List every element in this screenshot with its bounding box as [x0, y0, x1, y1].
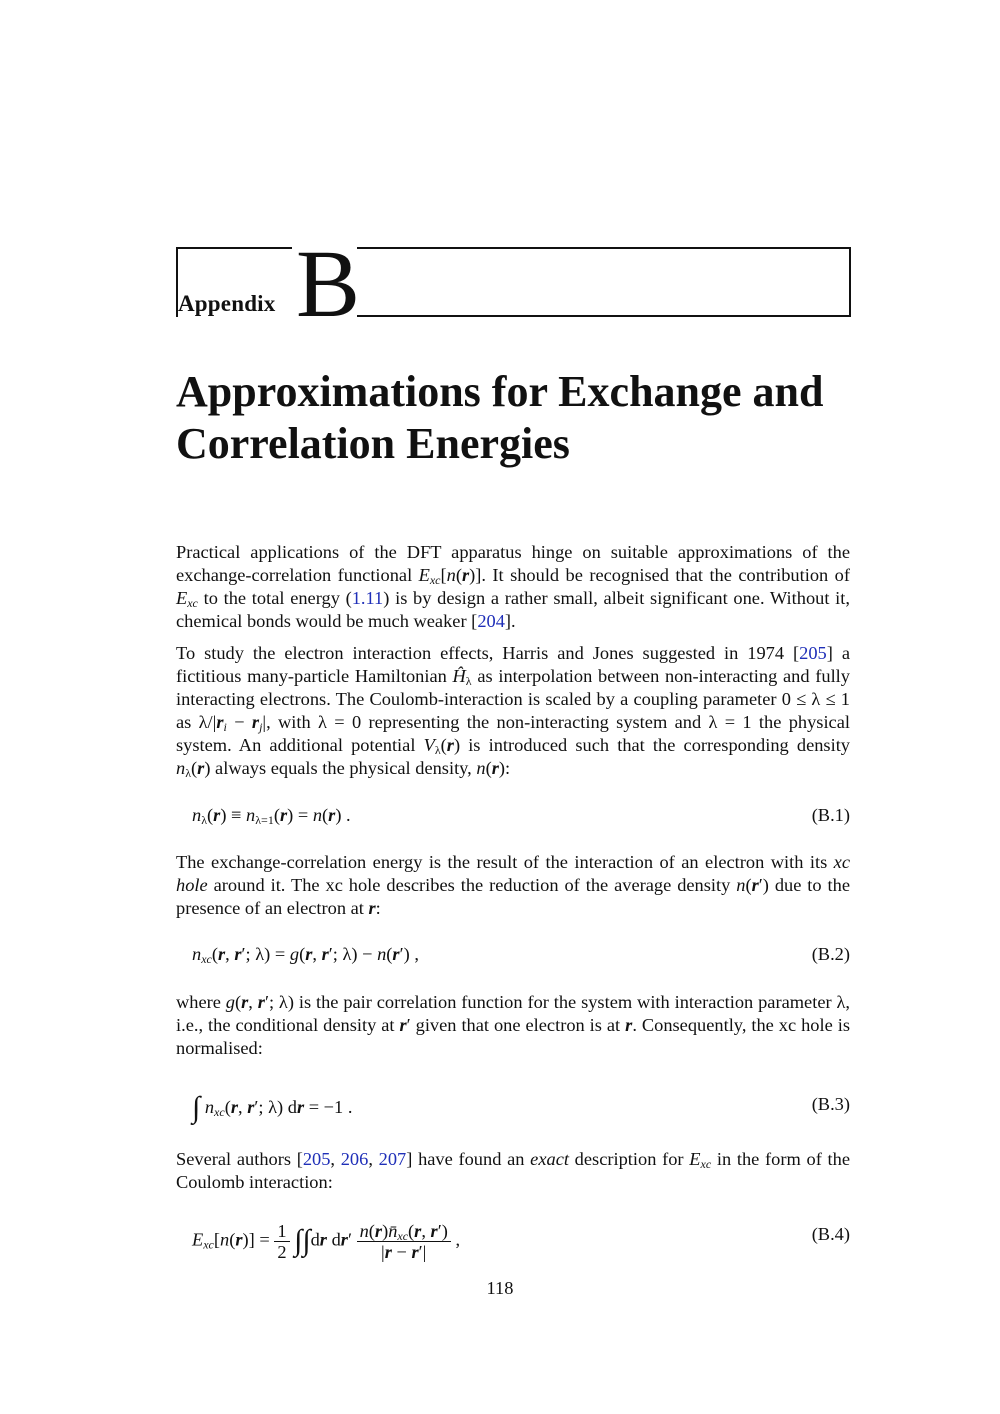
equation-b4: $E_{xc}[n(r)]$ = $\frac{1}{2}$ ∫∫dr dr′ $\frac{n(r)n̄_{xc}(r, r')}{|r - r'|}$ , (B.4) [192, 1221, 850, 1262]
equation-number: (B.1) [811, 805, 850, 825]
citation-link[interactable]: 206 [340, 1149, 369, 1169]
paragraph-pair-correlation: where g(r, r′; λ) is the pair correlation function for the system with interaction parameter λ, i.e., the conditional density at r′ given that one electron is at r. Consequently, the xc hole is normalised: [176, 992, 850, 1058]
appendix-letter: B [296, 230, 361, 337]
chapter-title-line1: Approximations for Exchange and [176, 367, 824, 416]
equation-b3: ∫ $n_{xc}(r$, r′; λ) dr = −1 . (B.3) [192, 1091, 850, 1124]
chapter-title [176, 366, 856, 470]
paragraph-intro: Practical applications of the DFT apparatus hinge on suitable approximations of the exchange-correlation functional $E_{xc}[n(r)]$. It should be recognised that the contribution of $E_{xc}$ to the total energy (1.11) is by design a rather small, albeit significant one. Without it, chemical bonds would be much weaker [204]. [176, 542, 850, 631]
citation-link[interactable]: 207 [378, 1149, 407, 1169]
paragraph-harris-jones: To study the electron interaction effects, Harris and Jones suggested in 1974 [205] a fictitious many-particle Hamiltonian $Ĥ_\lambda$ as interpolation between non-interacting and fully interacting electrons. The Coulomb-interaction is scaled by a coupling parameter 0 ≤ λ ≤ 1 as $\lambda/|r_i - r_j|$, with λ = 0 representing the non-interacting system and λ = 1 the physical system. An additional potential $V_\lambda(r)$ is introduced such that the corresponding density $n_\lambda(r)$ always equals the physical density, n(r): [176, 643, 850, 780]
equation-reference-link[interactable]: 1.11 [351, 588, 384, 608]
citation-link[interactable]: 205 [302, 1149, 331, 1169]
page-number: 118 [486, 1278, 514, 1298]
chapter-frame-right [357, 247, 851, 317]
citation-link[interactable]: 205 [799, 643, 827, 663]
equation-number: (B.2) [811, 944, 850, 964]
paragraph-exact-description: Several authors [205, 206, 207] have found an exact description for $E_{xc}$ in the form of the Coulomb interaction: [176, 1149, 851, 1192]
citation-link[interactable]: 204 [477, 611, 505, 631]
chapter-title-line2: Correlation Energies [176, 419, 570, 468]
equation-number: (B.3) [811, 1094, 850, 1114]
appendix-label: Appendix [178, 291, 276, 316]
equation-number: (B.4) [811, 1224, 850, 1244]
equation-b1: $n_\lambda(r) \equiv n_{\lambda=1}(r) = n(r)$ . (B.1) [192, 802, 850, 828]
equation-b2: $n_{xc}(r$, r′; λ) = g(r, r′; λ) − n(r′) , (B.2) [192, 941, 850, 967]
paragraph-xc-hole: The exchange-correlation energy is the result of the interaction of an electron with its xc hole around it. The xc hole describes the reduction of the average density n(r′) due to the presence of an electron at r: [176, 852, 850, 918]
